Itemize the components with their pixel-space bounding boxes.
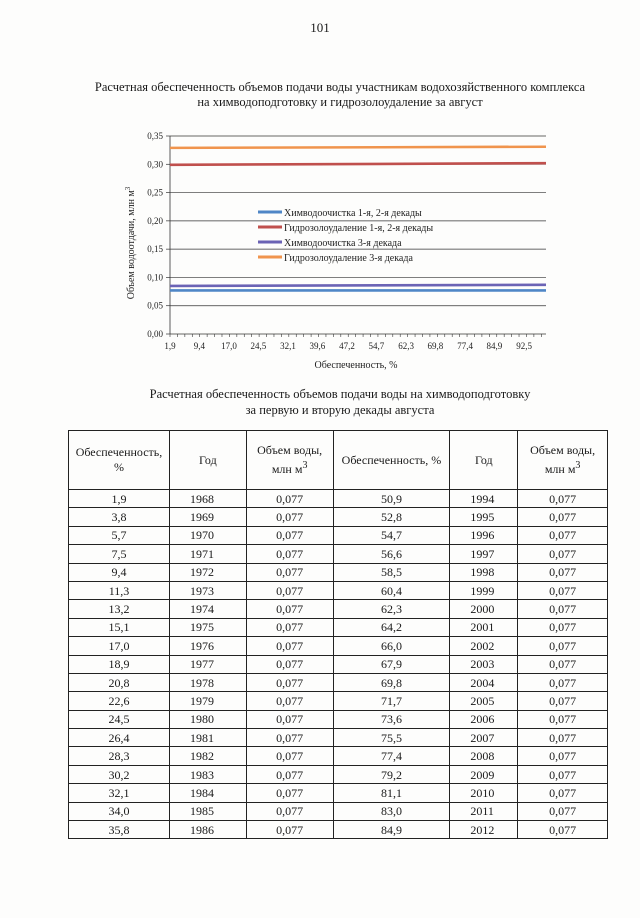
table-row bbox=[69, 692, 608, 710]
legend-label: Гидрозолоудаление 1-я, 2-я декады bbox=[284, 223, 434, 234]
cell-supply: 77,4 bbox=[333, 747, 450, 765]
cell-volume: 0,077 bbox=[518, 637, 608, 655]
table-row bbox=[69, 563, 608, 581]
x-tick-label: 92,5 bbox=[516, 341, 532, 351]
cell-volume: 0,077 bbox=[518, 545, 608, 563]
cell-year: 1996 bbox=[450, 526, 518, 544]
cell-volume: 0,077 bbox=[246, 581, 333, 599]
cell-volume: 0,077 bbox=[246, 710, 333, 728]
cell-supply: 30,2 bbox=[69, 765, 170, 783]
cell-supply: 67,9 bbox=[333, 655, 450, 673]
x-tick-label: 47,2 bbox=[339, 341, 355, 351]
cell-year: 1981 bbox=[169, 729, 246, 747]
cell-year: 1978 bbox=[169, 673, 246, 691]
legend-label: Химводоочистка 3-я декада bbox=[284, 238, 402, 249]
cell-year: 1982 bbox=[169, 747, 246, 765]
cell-year: 2012 bbox=[450, 821, 518, 839]
cell-volume: 0,077 bbox=[518, 673, 608, 691]
cell-year: 1968 bbox=[169, 490, 246, 508]
table-row bbox=[69, 802, 608, 820]
x-tick-label: 9,4 bbox=[193, 341, 205, 351]
cell-supply: 7,5 bbox=[69, 545, 170, 563]
cell-volume: 0,077 bbox=[518, 563, 608, 581]
cell-year: 2006 bbox=[450, 710, 518, 728]
cell-supply: 83,0 bbox=[333, 802, 450, 820]
cell-year: 2000 bbox=[450, 600, 518, 618]
table-title-line-2: за первую и вторую декады августа bbox=[245, 403, 435, 417]
cell-year: 1977 bbox=[169, 655, 246, 673]
cell-supply: 28,3 bbox=[69, 747, 170, 765]
table-row bbox=[69, 508, 608, 526]
cell-year: 1984 bbox=[169, 784, 246, 802]
y-tick-label: 0,15 bbox=[147, 244, 163, 255]
cell-volume: 0,077 bbox=[246, 618, 333, 636]
cell-year: 1971 bbox=[169, 545, 246, 563]
cell-supply: 52,8 bbox=[333, 508, 450, 526]
header-volume-right: Объем воды, млн $м^3$ bbox=[518, 431, 608, 490]
cell-year: 2011 bbox=[450, 802, 518, 820]
cell-year: 2002 bbox=[450, 637, 518, 655]
cell-supply: 56,6 bbox=[333, 545, 450, 563]
y-tick-label: 0,05 bbox=[147, 300, 163, 311]
table-row bbox=[69, 600, 608, 618]
table-title-line-1: Расчетная обеспеченность объемов подачи воды на химводоподготовку bbox=[149, 387, 531, 401]
table-row bbox=[69, 673, 608, 691]
cell-volume: 0,077 bbox=[246, 765, 333, 783]
header-supply-left: Обеспеченность, % bbox=[69, 431, 170, 490]
series-line bbox=[170, 285, 546, 286]
cell-supply: 60,4 bbox=[333, 581, 450, 599]
cell-volume: 0,077 bbox=[246, 508, 333, 526]
cell-supply: 17,0 bbox=[69, 637, 170, 655]
legend bbox=[258, 208, 433, 264]
x-tick-label: 24,5 bbox=[250, 341, 267, 351]
cell-supply: 13,2 bbox=[69, 600, 170, 618]
table-row bbox=[69, 765, 608, 783]
table-row bbox=[69, 581, 608, 599]
cell-year: 1975 bbox=[169, 618, 246, 636]
x-tick-label: 17,0 bbox=[221, 341, 237, 351]
page-number: 101 bbox=[310, 20, 330, 35]
chart-title-line-1: Расчетная обеспеченность объемов подачи воды участникам водохозяйственного комплекса bbox=[94, 80, 586, 94]
cell-supply: 64,2 bbox=[333, 618, 450, 636]
cell-supply: 3,8 bbox=[69, 508, 170, 526]
y-tick-label: 0,35 bbox=[147, 131, 163, 141]
supply-table bbox=[68, 430, 608, 839]
cell-volume: 0,077 bbox=[518, 784, 608, 802]
cell-volume: 0,077 bbox=[518, 600, 608, 618]
cell-year: 1972 bbox=[169, 563, 246, 581]
cell-supply: 24,5 bbox=[69, 710, 170, 728]
cell-supply: 58,5 bbox=[333, 563, 450, 581]
cell-volume: 0,077 bbox=[246, 490, 333, 508]
line-chart bbox=[120, 125, 570, 375]
cell-supply: 9,4 bbox=[69, 563, 170, 581]
header-year-left: Год bbox=[169, 431, 246, 490]
cell-volume: 0,077 bbox=[246, 729, 333, 747]
cell-year: 1980 bbox=[169, 710, 246, 728]
x-tick-label: 69,8 bbox=[427, 341, 444, 351]
cell-volume: 0,077 bbox=[518, 581, 608, 599]
cell-supply: 18,9 bbox=[69, 655, 170, 673]
cell-year: 1973 bbox=[169, 581, 246, 599]
cell-volume: 0,077 bbox=[518, 655, 608, 673]
table-row bbox=[69, 526, 608, 544]
cell-volume: 0,077 bbox=[246, 637, 333, 655]
cell-volume: 0,077 bbox=[518, 802, 608, 820]
cell-supply: 1,9 bbox=[69, 490, 170, 508]
table-title bbox=[40, 386, 640, 418]
cell-year: 1995 bbox=[450, 508, 518, 526]
cell-year: 1976 bbox=[169, 637, 246, 655]
legend-label: Химводоочистка 1-я, 2-я декады bbox=[284, 208, 422, 219]
x-tick-label: 1,9 bbox=[164, 341, 176, 351]
cell-supply: 84,9 bbox=[333, 821, 450, 839]
cell-year: 1983 bbox=[169, 765, 246, 783]
table-row bbox=[69, 784, 608, 802]
cell-volume: 0,077 bbox=[518, 729, 608, 747]
x-axis-label: Обеспеченность, % bbox=[314, 360, 398, 371]
table-row bbox=[69, 618, 608, 636]
cell-supply: 32,1 bbox=[69, 784, 170, 802]
cell-volume: 0,077 bbox=[246, 802, 333, 820]
cell-volume: 0,077 bbox=[518, 821, 608, 839]
cell-year: 1970 bbox=[169, 526, 246, 544]
table-header-row bbox=[69, 431, 608, 490]
y-tick-label: 0,20 bbox=[147, 215, 163, 226]
cell-supply: 5,7 bbox=[69, 526, 170, 544]
x-tick-label: 54,7 bbox=[368, 341, 385, 351]
cell-supply: 79,2 bbox=[333, 765, 450, 783]
x-tick-label: 84,9 bbox=[486, 341, 503, 351]
cell-supply: 11,3 bbox=[69, 581, 170, 599]
cell-supply: 75,5 bbox=[333, 729, 450, 747]
cell-volume: 0,077 bbox=[246, 600, 333, 618]
series-line bbox=[170, 147, 546, 148]
chart-title bbox=[40, 80, 640, 110]
header-supply-right: Обеспеченность, % bbox=[333, 431, 450, 490]
cell-volume: 0,077 bbox=[246, 821, 333, 839]
cell-supply: 71,7 bbox=[333, 692, 450, 710]
table-row bbox=[69, 637, 608, 655]
cell-year: 2008 bbox=[450, 747, 518, 765]
y-tick-label: 0,25 bbox=[147, 187, 163, 198]
cell-supply: 73,6 bbox=[333, 710, 450, 728]
y-axis-label: Объем водоотдачи, млн $м^3$ bbox=[124, 186, 137, 300]
chart-title-line-2: на химводоподготовку и гидрозолоудаление за август bbox=[197, 95, 483, 109]
series-line bbox=[170, 163, 546, 165]
y-tick-label: 0,00 bbox=[147, 329, 163, 339]
cell-volume: 0,077 bbox=[518, 747, 608, 765]
cell-year: 1979 bbox=[169, 692, 246, 710]
cell-volume: 0,077 bbox=[246, 692, 333, 710]
cell-year: 1985 bbox=[169, 802, 246, 820]
cell-year: 2007 bbox=[450, 729, 518, 747]
cell-volume: 0,077 bbox=[246, 784, 333, 802]
cell-volume: 0,077 bbox=[518, 508, 608, 526]
table-row bbox=[69, 655, 608, 673]
cell-supply: 26,4 bbox=[69, 729, 170, 747]
cell-volume: 0,077 bbox=[518, 490, 608, 508]
cell-year: 2001 bbox=[450, 618, 518, 636]
legend-label: Гидрозолоудаление 3-я декада bbox=[284, 253, 413, 264]
cell-year: 1974 bbox=[169, 600, 246, 618]
header-volume-left: Объем воды, млн $м^3$ bbox=[246, 431, 333, 490]
table-row bbox=[69, 545, 608, 563]
x-tick-label: 62,3 bbox=[398, 341, 414, 351]
x-tick-label: 39,6 bbox=[309, 341, 326, 351]
cell-year: 1998 bbox=[450, 563, 518, 581]
cell-supply: 69,8 bbox=[333, 673, 450, 691]
table-row bbox=[69, 747, 608, 765]
cell-year: 2005 bbox=[450, 692, 518, 710]
x-tick-label: 77,4 bbox=[457, 341, 473, 351]
cell-supply: 54,7 bbox=[333, 526, 450, 544]
cell-year: 2003 bbox=[450, 655, 518, 673]
table-row bbox=[69, 710, 608, 728]
cell-supply: 62,3 bbox=[333, 600, 450, 618]
cell-volume: 0,077 bbox=[246, 545, 333, 563]
cell-year: 2009 bbox=[450, 765, 518, 783]
cell-volume: 0,077 bbox=[246, 655, 333, 673]
x-tick-label: 32,1 bbox=[280, 341, 296, 351]
cell-supply: 22,6 bbox=[69, 692, 170, 710]
table-row bbox=[69, 821, 608, 839]
table-row bbox=[69, 490, 608, 508]
cell-volume: 0,077 bbox=[518, 526, 608, 544]
cell-year: 1994 bbox=[450, 490, 518, 508]
cell-year: 2010 bbox=[450, 784, 518, 802]
y-tick-label: 0,10 bbox=[147, 272, 163, 283]
cell-supply: 81,1 bbox=[333, 784, 450, 802]
cell-volume: 0,077 bbox=[518, 692, 608, 710]
cell-volume: 0,077 bbox=[246, 563, 333, 581]
cell-year: 2004 bbox=[450, 673, 518, 691]
cell-volume: 0,077 bbox=[518, 710, 608, 728]
cell-supply: 35,8 bbox=[69, 821, 170, 839]
table-row bbox=[69, 729, 608, 747]
y-tick-label: 0,30 bbox=[147, 159, 163, 170]
cell-supply: 20,8 bbox=[69, 673, 170, 691]
cell-volume: 0,077 bbox=[518, 765, 608, 783]
cell-year: 1969 bbox=[169, 508, 246, 526]
cell-volume: 0,077 bbox=[246, 747, 333, 765]
cell-volume: 0,077 bbox=[246, 673, 333, 691]
cell-supply: 34,0 bbox=[69, 802, 170, 820]
cell-volume: 0,077 bbox=[518, 618, 608, 636]
cell-supply: 50,9 bbox=[333, 490, 450, 508]
cell-year: 1986 bbox=[169, 821, 246, 839]
cell-year: 1997 bbox=[450, 545, 518, 563]
cell-supply: 15,1 bbox=[69, 618, 170, 636]
cell-volume: 0,077 bbox=[246, 526, 333, 544]
header-year-right: Год bbox=[450, 431, 518, 490]
cell-year: 1999 bbox=[450, 581, 518, 599]
cell-supply: 66,0 bbox=[333, 637, 450, 655]
